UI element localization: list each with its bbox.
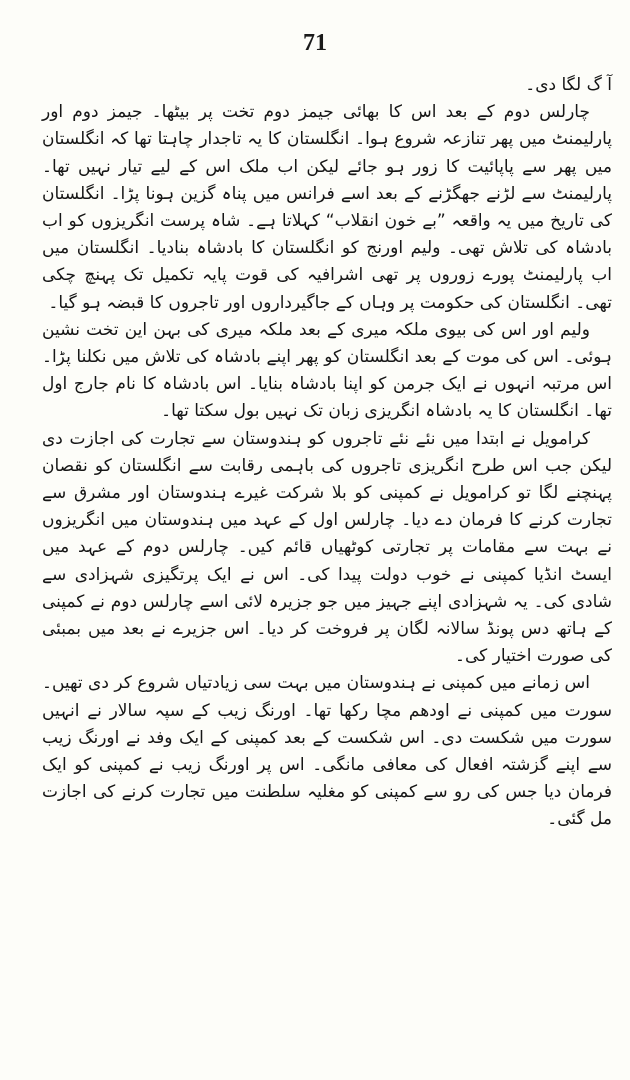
page-body — [42, 72, 612, 834]
paragraph-3: ولیم اور اس کی بیوی ملکہ میری کے بعد ملکہ میری کی بہن این تخت نشین ہوئی۔ اس کی موت کے بعد انگلستان کو پھر اپنے بادشاہ کی تلاش میں نکلنا پڑا۔ اس مرتبہ انہوں نے ایک جرمن کو اپنا بادشاہ بنایا۔ اس بادشاہ کا نام جارج اول تھا۔ انگلستان کا یہ بادشاہ انگریزی زبان تک نہیں بول سکتا تھا۔ — [42, 319, 612, 422]
paragraph-2: چارلس دوم کے بعد اس کا بھائی جیمز دوم تخت پر بیٹھا۔ جیمز دوم اور پارلیمنٹ میں پھر تنازعہ شروع ہوا۔ انگلستان کا یہ تاجدار چاہتا تھا کہ انگلستان میں پھر سے پاپائیت کا زور ہو جائے لیکن اب ملک اس کے لیے تیار نہیں تھا۔ پارلیمنٹ سے لڑنے جھگڑنے کے بعد اسے فرانس میں پناہ گزین ہونا پڑا۔ انگلستان کی تاریخ میں یہ واقعہ ”بے خون انقلاب“ کہلاتا ہے۔ شاہ پرست انگریزوں کو اب بادشاہ کی تلاش تھی۔ ولیم اورنج کو انگلستان کا بادشاہ بنادیا۔ انگلستان میں اب پارلیمنٹ پورے زوروں پر تھی اشرافیہ کی قوت پایہ تکمیل تک پہنچ چکی تھی۔ انگلستان کی حکومت پر وہاں کے جاگیرداروں اور تاجروں کا قبضہ ہو گیا۔ — [42, 102, 612, 313]
paragraph-4: کرامویل نے ابتدا میں نئے نئے تاجروں کو ہندوستان سے تجارت کی اجازت دی لیکن جب اس طرح انگریزی تاجروں کی باہمی رقابت سے انگلستان کو نقصان پہنچنے لگا تو کرامویل نے کمپنی کو بلا شرکت غیرے ہندوستان اور مشرق سے تجارت کرنے کا فرمان دے دیا۔ چارلس اول کے عہد میں ہندوستان میں انگریزوں نے بہت سے مقامات پر تجارتی کوٹھیاں قائم کیں۔ چارلس دوم کے عہد میں ایسٹ انڈیا کمپنی نے خوب دولت پیدا کی۔ اس نے ایک پرتگیزی شہزادی سے شادی کی۔ یہ شہزادی اپنے جہیز میں جو جزیرہ لائی اسے چارلس دوم نے کمپنی کے ہاتھ دس پونڈ سالانہ لگان پر فروخت کر دیا۔ اس جزیرے نے بعد میں بمبئی کی صورت اختیار کی۔ — [42, 428, 612, 667]
paragraph-1: آ گ لگا دی۔ — [525, 75, 612, 95]
page-number: 71 — [303, 30, 327, 56]
paragraph-5: اس زمانے میں کمپنی نے ہندوستان میں بہت سی زیادتیاں شروع کر دی تھیں۔ سورت میں کمپنی نے اودھم مچا رکھا تھا۔ اورنگ زیب کے سپہ سالار نے انہیں سورت میں شکست دی۔ اس شکست کے بعد کمپنی کے ایک وفد نے اورنگ زیب سے اپنے گزشتہ افعال کی معافی مانگی۔ اس پر اورنگ زیب نے کمپنی کو ایک فرمان دیا جس کی رو سے کمپنی کو مغلیہ سلطنت میں تجارت کرنے کی اجازت مل گئی۔ — [42, 673, 612, 830]
